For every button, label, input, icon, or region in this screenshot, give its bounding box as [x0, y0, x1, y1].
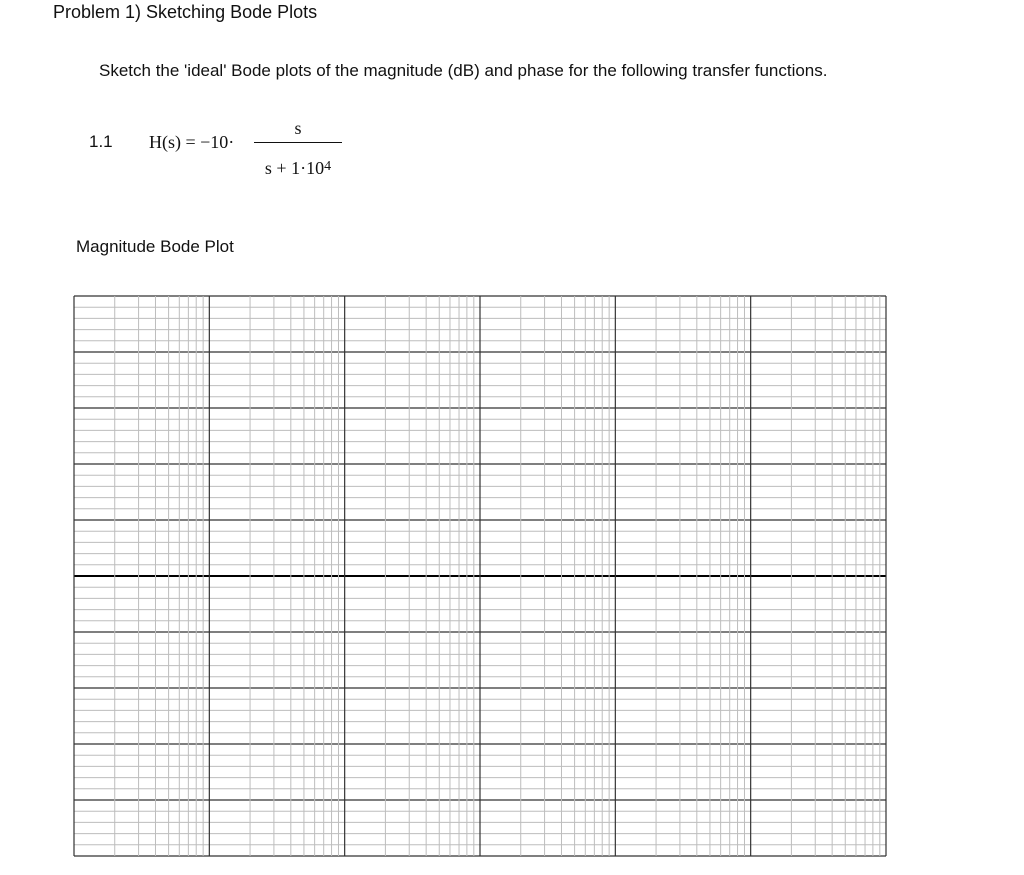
- problem-number: 1.1: [89, 132, 113, 151]
- fraction-bar: [254, 142, 342, 143]
- instructions: Sketch the 'ideal' Bode plots of the magnitude (dB) and phase for the following transfer functions.: [99, 61, 828, 80]
- magnitude-plot-label: Magnitude Bode Plot: [76, 237, 234, 256]
- denominator-exponent: 4: [324, 159, 332, 174]
- equation-numerator: s: [294, 118, 302, 138]
- equation-lhs: H(s) = −10·: [149, 132, 235, 152]
- problem-title: Problem 1) Sketching Bode Plots: [53, 2, 318, 22]
- denominator-base: s + 1·10: [264, 158, 325, 178]
- equation-denominator: [254, 158, 342, 179]
- semilog-graph-paper[interactable]: [72, 294, 888, 858]
- grid-svg: [72, 294, 888, 858]
